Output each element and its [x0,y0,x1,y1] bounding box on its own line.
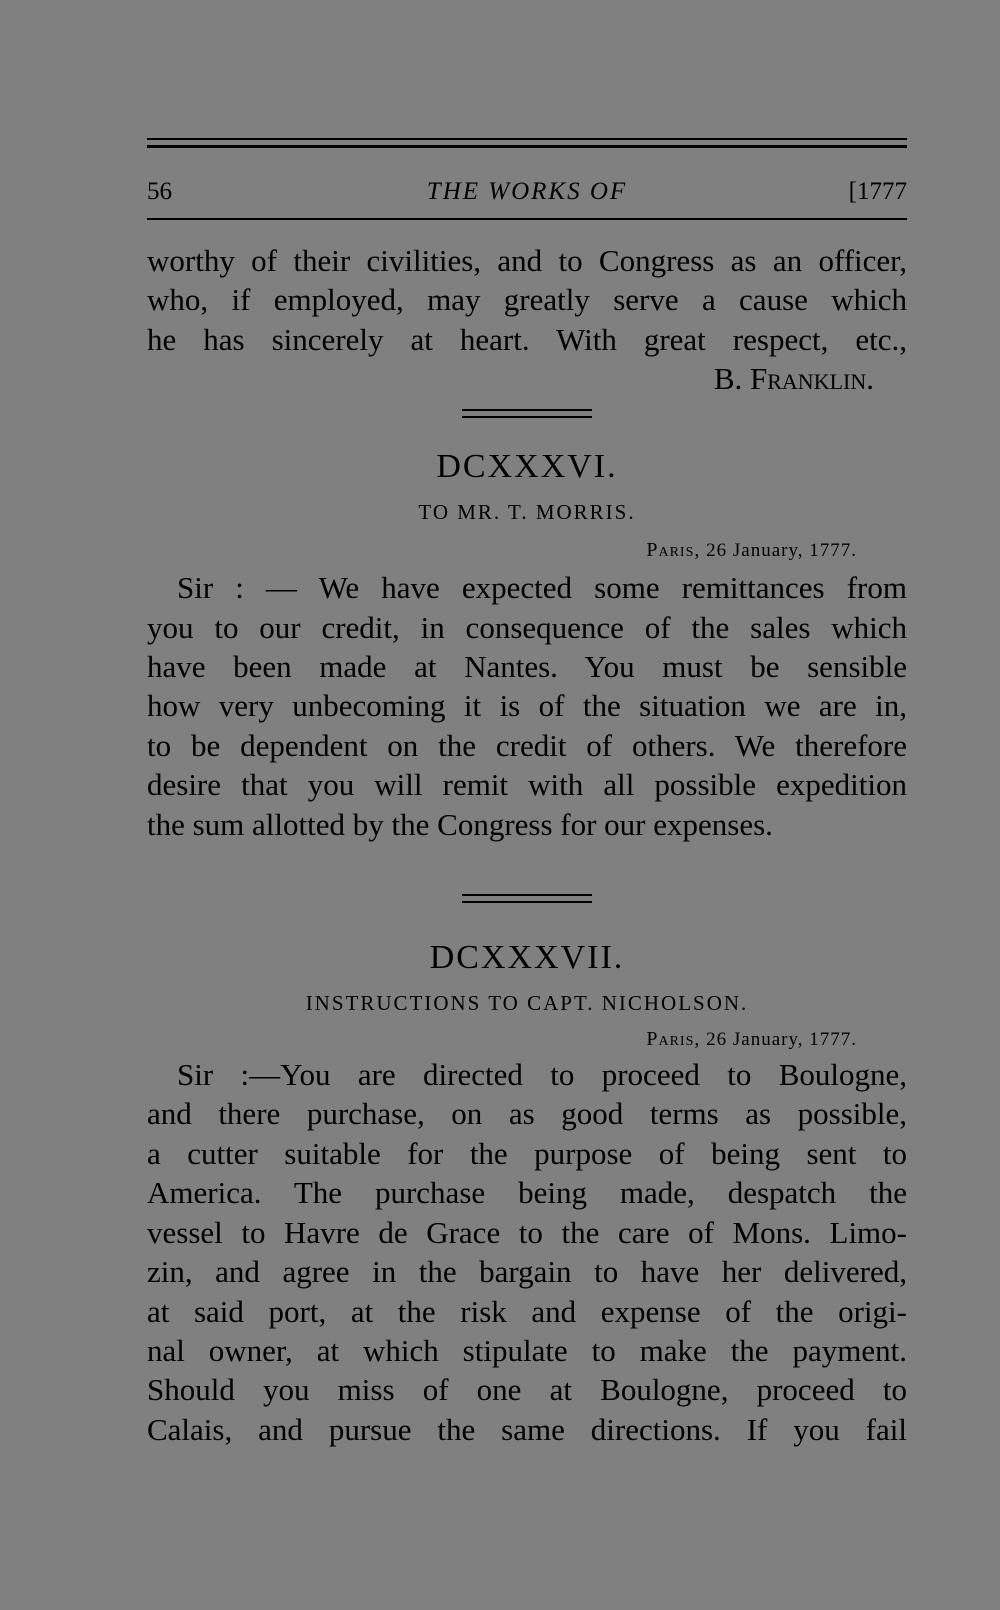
dateline-date: 26 January, 1777. [706,540,857,562]
text-line: who, if employed, may greatly serve a cause which [147,282,907,318]
text-line: worthy of their civilities, and to Congress as an officer, [147,243,907,278]
book-page [147,138,907,1449]
text-line: Sir :—You are directed to proceed to Boulogne, [177,1057,907,1093]
text-line: nal owner, at which stipulate to make the payment. [147,1332,907,1368]
text-line: the sum allotted by the Congress for our expenses. [147,806,773,842]
text-line: and there purchase, on as good terms as possible, [147,1096,907,1132]
continuation-text [147,241,907,359]
section-divider [462,894,592,903]
text-line: at said port, at the risk and expense of the origi- [147,1293,907,1329]
letter-dateline [147,1028,907,1051]
letter-recipient: INSTRUCTIONS TO CAPT. NICHOLSON. [305,991,749,1016]
letter-number: DCXXXVI. [436,448,618,486]
section-divider [462,409,592,418]
text-line: Calais, and pursue the same directions. If you fail [147,1411,907,1447]
dateline-place: Paris, [646,539,701,562]
running-head [147,170,907,232]
text-line: Should you miss of one at Boulogne, proceed to [147,1372,907,1408]
text-line: you to our credit, in consequence of the sales which [147,609,907,645]
top-double-rule [147,138,907,148]
letter-dateline [147,539,907,562]
letter-body [147,568,907,844]
text-line: zin, and agree in the bargain to have her delivered, [147,1254,907,1290]
dateline-date: 26 January, 1777. [706,1029,857,1051]
letter-number: DCXXXVII. [429,939,625,977]
text-line: to be dependent on the credit of others. We therefore [147,727,907,763]
text-line: America. The purchase being made, despatch the [147,1175,907,1211]
text-line: he has sincerely at heart. With great respect, etc., [147,321,907,357]
text-line: desire that you will remit with all possible expedition [147,767,907,803]
text-line: vessel to Havre de Grace to the care of Mons. Limo- [147,1214,907,1250]
running-year: [1777 [848,178,907,205]
running-title: THE WORKS OF [426,178,628,205]
text-line: have been made at Nantes. You must be sensible [147,649,907,685]
dateline-place: Paris, [646,1028,701,1051]
signature: B. Franklin. [713,361,874,397]
text-line: a cutter suitable for the purpose of being sent to [147,1135,907,1171]
page-number: 56 [147,178,172,205]
letter-body [147,1055,907,1449]
text-line: how very unbecoming it is of the situation we are in, [147,688,907,724]
text-line: Sir : — We have expected some remittances from [177,570,907,606]
letter-recipient: TO MR. T. MORRIS. [418,500,636,525]
